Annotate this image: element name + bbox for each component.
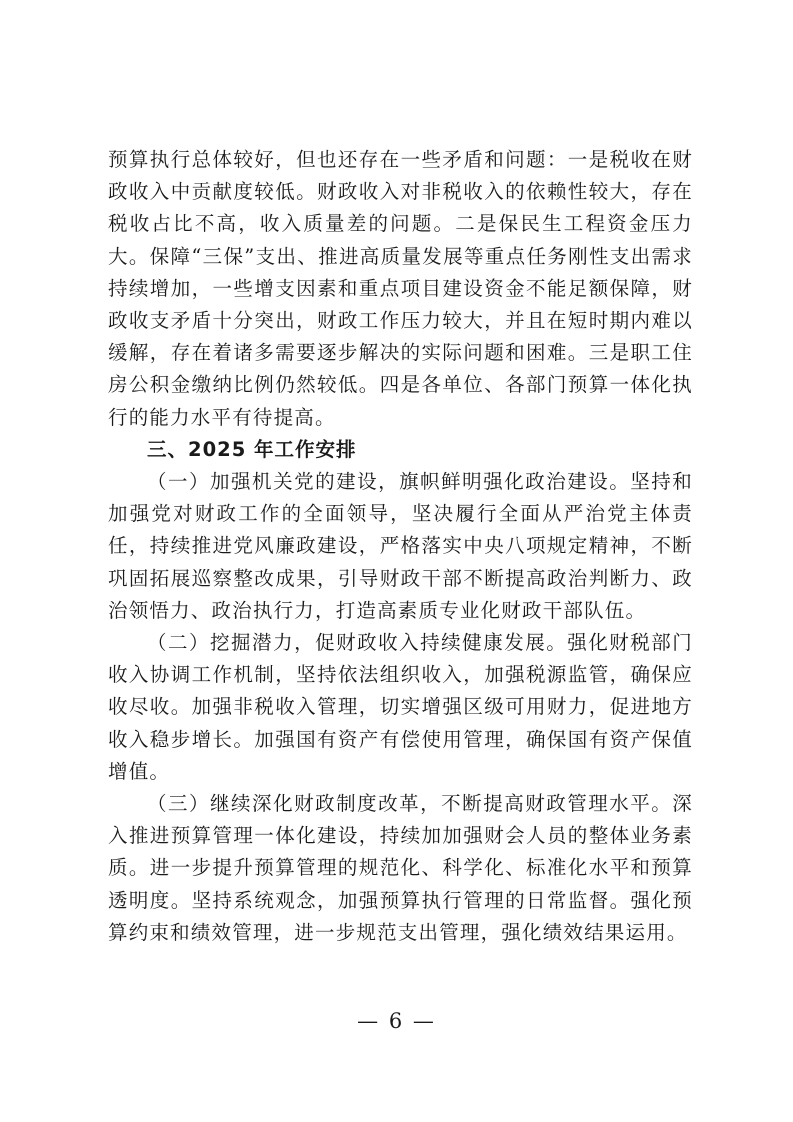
paragraph-problems: 预算执行总体较好，但也还存在一些矛盾和问题：一是税收在财政收入中贡献度较低。财政收入对非税收入的依赖性较大，存在税收占比不高，收入质量差的问题。二是保民生工程资金压力大。保障“三保”支出、推进高质量发展等重点任务刚性支出需求持续增加，一些增支因素和重点项目建设资金不能足额保障，财政收支矛盾十分突出，财政工作压力较大，并且在短时期内难以缓解，存在着诸多需要逐步解决的实际问题和困难。三是职工住房公积金缴纳比例仍然较低。四是各单位、各部门预算一体化执行的能力水平有待提高。 <box>108 148 693 429</box>
section-heading-2025-plan: 三、2025 年工作安排 <box>147 437 357 461</box>
document-body <box>108 144 693 949</box>
paragraph-fiscal-reform: （三）继续深化财政制度改革，不断提高财政管理水平。深入推进预算管理一体化建设，持续加加强财会人员的整体业务素质。进一步提升预算管理的规范化、科学化、标准化水平和预算透明度。坚持系统观念，加强预算执行管理的日常监督。强化预算约束和绩效管理，进一步规范支出管理，强化绩效结果运用。 <box>108 792 693 944</box>
paragraph-revenue-growth: （二）挖掘潜力，促财政收入持续健康发展。强化财税部门收入协调工作机制，坚持依法组织收入，加强税源监管，确保应收尽收。加强非税收入管理，切实增强区级可用财力，促进地方收入稳步增长。加强国有资产有偿使用管理，确保国有资产保值增值。 <box>108 631 693 783</box>
paragraph-party-building: （一）加强机关党的建设，旗帜鲜明强化政治建设。坚持和加强党对财政工作的全面领导，坚决履行全面从严治党主体责任，持续推进党风廉政建设，严格落实中央八项规定精神，不断巩固拓展巡察整改成果，引导财政干部不断提高政治判断力、政治领悟力、政治执行力，打造高素质专业化财政干部队伍。 <box>108 470 693 622</box>
page-number: — 6 — <box>357 1009 436 1033</box>
